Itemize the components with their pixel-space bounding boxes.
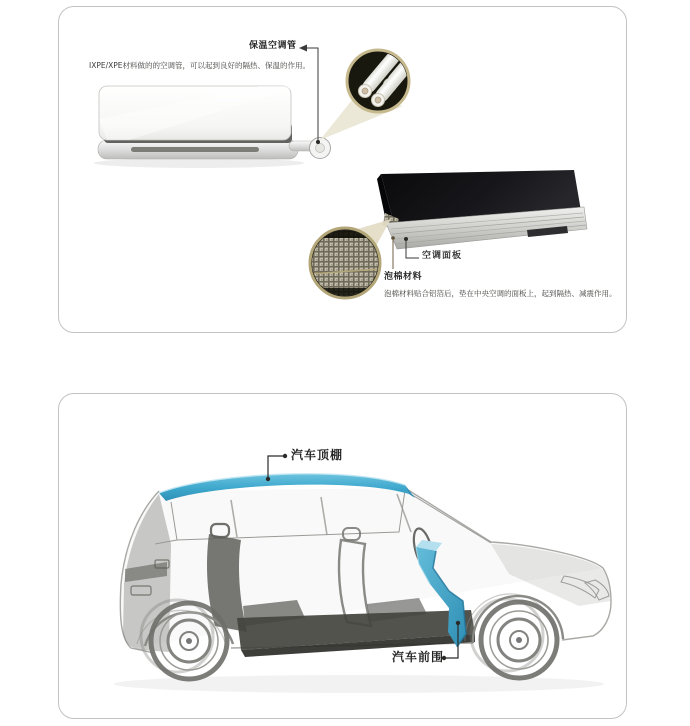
car-panel: [58, 393, 627, 719]
cassette-ac-unit: [377, 170, 587, 249]
ac-panel-label: 空调面板: [422, 251, 463, 261]
ghost-car-body: [114, 488, 611, 693]
insulated-pipe-label: 保温空调管: [249, 41, 297, 51]
wall-ac-unit: [94, 86, 331, 168]
air-conditioner-panel: [58, 6, 627, 333]
car-front-wall-label: 汽车前围: [392, 650, 445, 664]
car-roof-label: 汽车顶棚: [291, 448, 344, 462]
foam-material-description: 泡棉材料贴合铝箔后，垫在中央空调的面板上，起到隔热、减震作用。: [384, 289, 617, 298]
car-illustration: [59, 394, 626, 718]
insulated-pipe-description: IXPE/XPE材料做的的空调管，可以起到良好的隔热、保温的作用。: [89, 61, 311, 70]
foam-material-label: 泡棉材料: [384, 272, 423, 282]
foam-detail-magnifier: [310, 228, 380, 298]
pipe-detail-magnifier: [347, 37, 432, 112]
air-conditioner-illustration: [59, 7, 626, 332]
